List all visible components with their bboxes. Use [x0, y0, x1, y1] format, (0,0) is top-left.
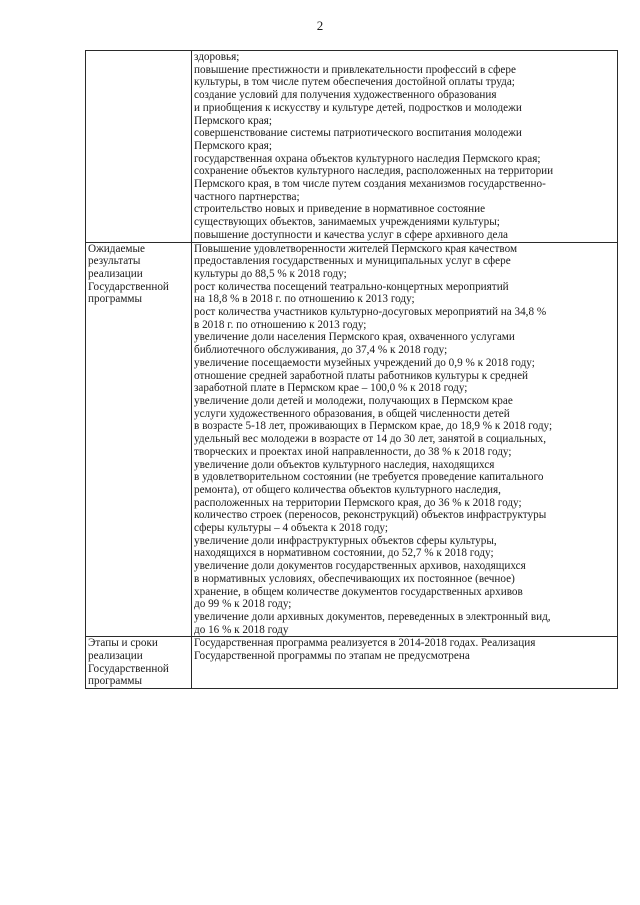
text-line: в 2018 г. по отношению к 2013 году; [194, 318, 367, 331]
text-line: в возрасте 5-18 лет, проживающих в Пермском крае, до 18,9 % к 2018 году; [194, 420, 553, 433]
text-line: заработной плате в Пермском крае – 100,0 % к 2018 году; [194, 382, 468, 395]
program-passport-table [85, 50, 618, 689]
row-label-line: программы [88, 293, 142, 306]
expected-results-label-cell [86, 242, 192, 637]
text-line: до 16 % к 2018 году [194, 623, 289, 636]
text-line: увеличение доли объектов культурного наследия, находящихся [194, 458, 495, 471]
text-line: сохранение объектов культурного наследия, расположенных на территории [194, 165, 554, 178]
text-line: рост количества участников культурно-досуговых мероприятий на 34,8 % [194, 306, 547, 319]
text-line: на 18,8 % в 2018 г. по отношению к 2013 году; [194, 293, 415, 306]
stages-content-cell [192, 637, 618, 689]
table-row-goals-continuation [86, 51, 618, 243]
text-line: сферы культуры – 4 объекта к 2018 году; [194, 522, 388, 535]
row-label-line: результаты [88, 255, 141, 268]
text-line: здоровья; [194, 51, 240, 63]
row-label-line: Этапы и сроки [88, 637, 158, 650]
text-line: в удовлетворительном состоянии (не требуется проведение капитального [194, 471, 544, 484]
text-line: рост количества посещений театрально-концертных мероприятий [194, 280, 509, 293]
text-line: строительство новых и приведение в нормативное состояние [194, 203, 486, 216]
text-line: Государственная программа реализуется в 2014-2018 годах. Реализация [194, 637, 536, 650]
text-line: увеличение доли населения Пермского края, охваченного услугами [194, 331, 515, 344]
text-line: до 99 % к 2018 году; [194, 598, 292, 611]
text-line: ремонта), от общего количества объектов культурного наследия, [194, 483, 501, 496]
text-line: создание условий для получения художественного образования [194, 89, 497, 102]
text-line: предоставления государственных и муниципальных услуг в сфере [194, 255, 511, 268]
stages-label-cell [86, 637, 192, 689]
text-line: удельный вес молодежи в возрасте от 14 до 30 лет, занятой в социальных, [194, 433, 547, 446]
table-row-stages-and-terms [86, 637, 618, 689]
text-line: повышение доступности и качества услуг в сфере архивного дела [194, 228, 509, 241]
text-line: Пермского края; [194, 114, 272, 127]
text-line: Пермского края; [194, 139, 272, 152]
text-line: услуги художественного образования, в общей численности детей [194, 407, 510, 420]
text-line: частного партнерства; [194, 190, 300, 203]
text-line: творческих и проектах иной направленности, до 38 % к 2018 году; [194, 445, 512, 458]
text-line: государственная охрана объектов культурного наследия Пермского края; [194, 152, 541, 165]
text-line: увеличение доли детей и молодежи, получающих в Пермском крае [194, 394, 513, 407]
row-label-line: реализации [88, 267, 143, 280]
text-line: хранение, в общем количестве документов государственных архивов [194, 585, 523, 598]
text-line: совершенствование системы патриотического воспитания молодежи [194, 127, 522, 140]
text-line: увеличение посещаемости музейных учреждений до 0,9 % к 2018 году; [194, 356, 535, 369]
text-line: расположенных на территории Пермского края, до 36 % к 2018 году; [194, 496, 522, 509]
text-line: культуры до 88,5 % к 2018 году; [194, 267, 347, 280]
text-line: увеличение доли документов государственных архивов, находящихся [194, 560, 526, 573]
goals-content-cell [192, 51, 618, 243]
table-row-expected-results [86, 242, 618, 637]
text-line: увеличение доли архивных документов, переведенных в электронный вид, [194, 610, 551, 623]
text-line: количество строек (переносов, реконструкций) объектов инфраструктуры [194, 509, 547, 522]
page-number: 2 [316, 18, 324, 33]
text-line: находящихся в нормативном состоянии, до 52,7 % к 2018 году; [194, 547, 494, 560]
row-label-line: реализации [88, 650, 143, 663]
text-line: существующих объектов, занимаемых учреждениями культуры; [194, 216, 500, 229]
expected-results-content-cell [192, 242, 618, 637]
text-line: Повышение удовлетворенности жителей Пермского края качеством [194, 242, 518, 255]
text-line: библиотечного обслуживания, до 37,4 % к 2018 году; [194, 344, 448, 357]
row-label-line: Государственной [88, 280, 169, 293]
text-line: и приобщения к искусству и культуре детей, подростков и молодежи [194, 101, 522, 114]
row-label-line: Ожидаемые [88, 242, 145, 255]
text-line: повышение престижности и привлекательности профессий в сфере [194, 63, 516, 76]
text-line: культуры, в том числе путем обеспечения достойной оплаты труда; [194, 76, 515, 89]
row-label-line: Государственной [88, 662, 169, 675]
text-line: отношение средней заработной платы работников культуры к средней [194, 369, 529, 382]
text-line: Государственной программы по этапам не предусмотрена [194, 650, 470, 663]
text-line: в нормативных условиях, обеспечивающих их постоянное (вечное) [194, 572, 515, 585]
row-label-line: программы [88, 675, 142, 688]
text-line: увеличение доли инфраструктурных объектов сферы культуры, [194, 534, 497, 547]
row-label-empty [86, 51, 192, 243]
text-line: Пермского края, в том числе путем создания механизмов государственно- [194, 178, 546, 191]
